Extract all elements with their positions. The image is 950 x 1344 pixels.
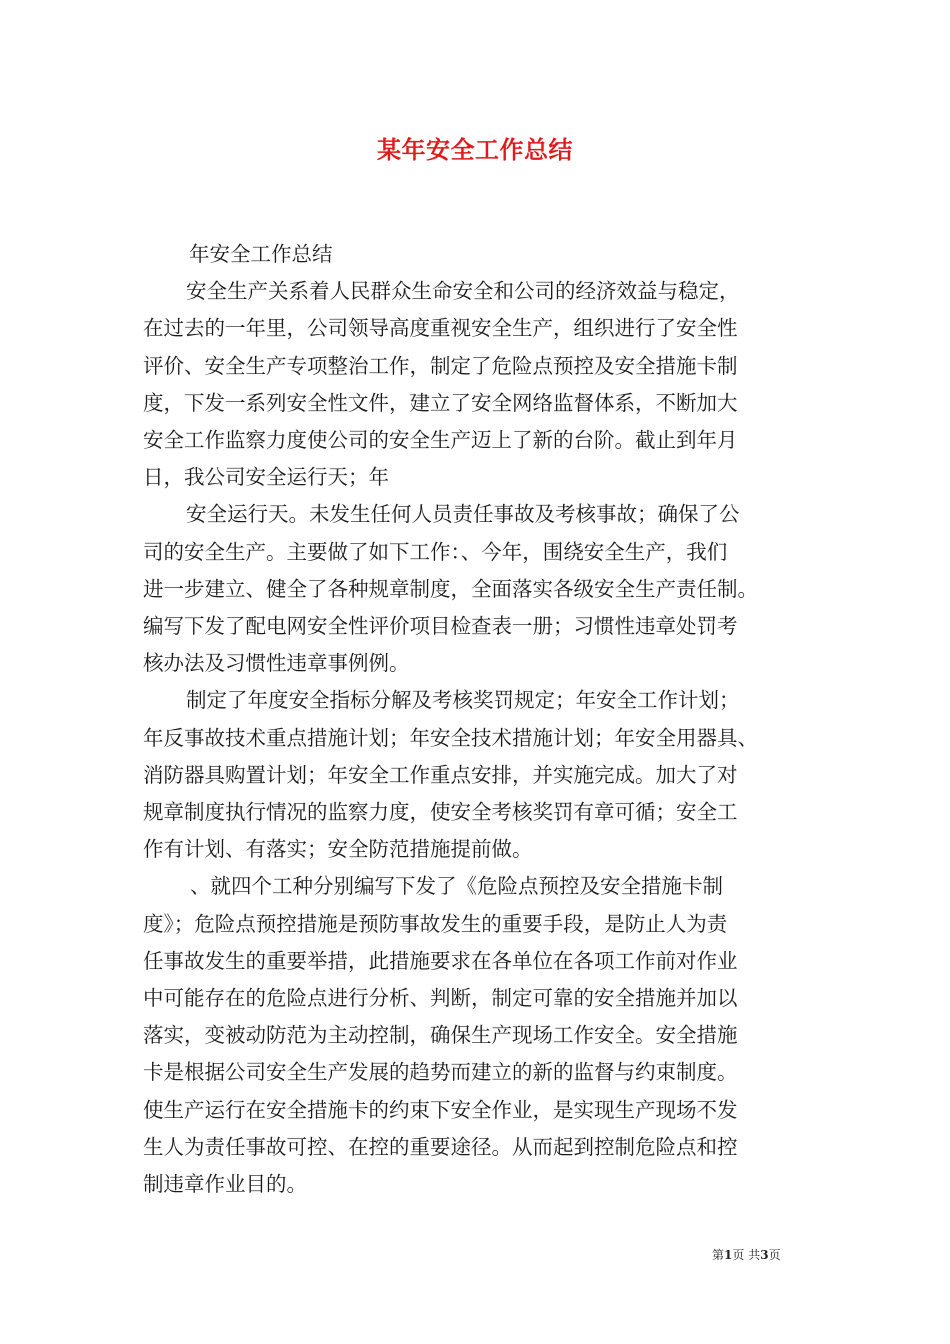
paragraph-2 xyxy=(143,496,815,682)
paragraph-line: 生人为责任事故可控、在控的重要途径。从而起到控制危险点和控 xyxy=(143,1134,738,1159)
paragraph-line: 安全工作监察力度使公司的安全生产迈上了新的台阶。截止到年月 xyxy=(143,428,738,453)
paragraph-line: 制违章作业目的。 xyxy=(143,1172,307,1197)
paragraph-line: 年反事故技术重点措施计划；年安全技术措施计划；年安全用器具、 xyxy=(143,725,758,750)
paragraph-1 xyxy=(143,273,815,496)
paragraph-line: 核办法及习惯性违章事例例。 xyxy=(143,651,410,676)
paragraph-line: 任事故发生的重要举措，此措施要求在各单位在各项工作前对作业 xyxy=(143,948,738,973)
footer-current-page: 1 xyxy=(724,1248,733,1262)
paragraph-line: 使生产运行在安全措施卡的约束下安全作业，是实现生产现场不发 xyxy=(143,1097,738,1122)
document-body xyxy=(143,236,815,1203)
paragraph-line: 落实，变被动防范为主动控制，确保生产现场工作安全。安全措施 xyxy=(143,1023,738,1048)
paragraph-line: 在过去的一年里，公司领导高度重视安全生产，组织进行了安全性 xyxy=(143,316,738,341)
footer-suffix: 页 xyxy=(768,1248,781,1262)
paragraph-line: 度》；危险点预控措施是预防事故发生的重要手段，是防止人为责 xyxy=(143,911,728,936)
paragraph-line: 进一步建立、健全了各种规章制度，全面落实各级安全生产责任制。 xyxy=(143,576,758,601)
page-number-footer xyxy=(712,1246,781,1264)
document-heading-line: 年安全工作总结 xyxy=(189,242,333,266)
paragraph-3 xyxy=(143,682,815,868)
paragraph-4 xyxy=(143,868,815,1203)
paragraph-line: 卡是根据公司安全生产发展的趋势而建立的新的监督与约束制度。 xyxy=(143,1060,738,1085)
footer-middle: 页 共 xyxy=(732,1248,761,1262)
paragraph-line: 日，我公司安全运行天；年 xyxy=(143,465,389,490)
paragraph-line: 规章制度执行情况的监察力度，使安全考核奖罚有章可循；安全工 xyxy=(143,800,738,825)
paragraph-line: 安全运行天。未发生任何人员责任事故及考核事故；确保了公 xyxy=(186,502,740,527)
document-title: 某年安全工作总结 xyxy=(377,135,573,164)
footer-prefix: 第 xyxy=(712,1248,725,1262)
paragraph-line: 消防器具购置计划；年安全工作重点安排，并实施完成。加大了对 xyxy=(143,762,738,787)
paragraph-line: 安全生产关系着人民群众生命安全和公司的经济效益与稳定， xyxy=(186,279,740,304)
paragraph-line: 作有计划、有落实；安全防范措施提前做。 xyxy=(143,837,533,862)
footer-total-pages: 3 xyxy=(760,1248,769,1262)
paragraph-line: 评价、安全生产专项整治工作，制定了危险点预控及安全措施卡制 xyxy=(143,353,738,378)
paragraph-line: 编写下发了配电网安全性评价项目检查表一册；习惯性违章处罚考 xyxy=(143,614,738,639)
paragraph-line: 司的安全生产。主要做了如下工作：、今年，围绕安全生产，我们 xyxy=(143,539,728,564)
paragraph-line: 制定了年度安全指标分解及考核奖罚规定；年安全工作计划； xyxy=(186,688,740,713)
paragraph-line: 中可能存在的危险点进行分析、判断，制定可靠的安全措施并加以 xyxy=(143,986,738,1011)
paragraph-line: 、就四个工种分别编写下发了《危险点预控及安全措施卡制 xyxy=(190,874,723,899)
paragraph-line: 度，下发一系列安全性文件，建立了安全网络监督体系，不断加大 xyxy=(143,390,738,415)
